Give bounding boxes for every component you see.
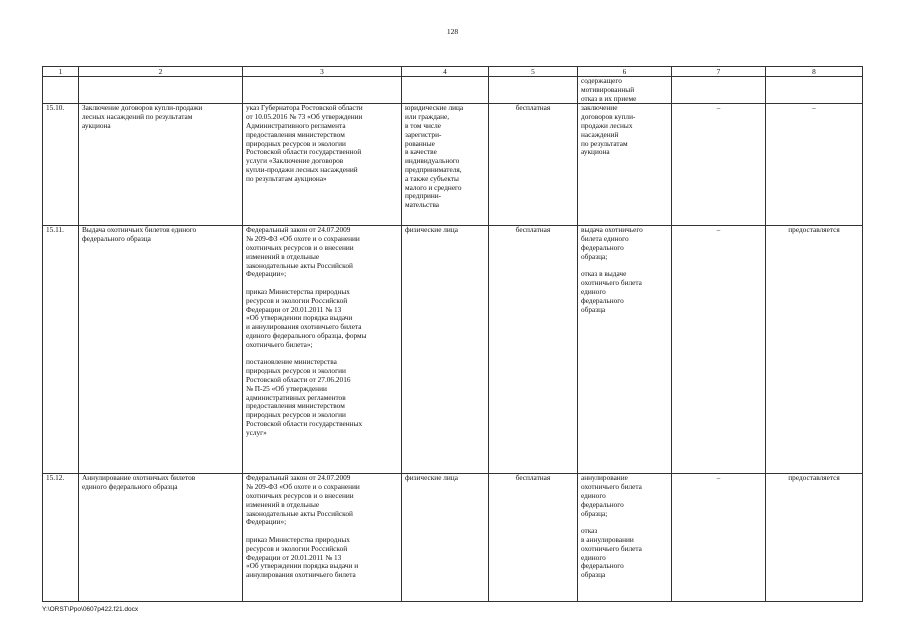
cell-line: от 10.05.2016 № 73 «Об утверждении	[246, 112, 363, 122]
cell-line: заключение	[581, 103, 618, 113]
cell-line: законодательные акты Российской	[246, 260, 353, 270]
result	[578, 474, 672, 602]
table-row	[43, 474, 863, 602]
cell-line: образца;	[581, 251, 608, 261]
continuation-result	[578, 77, 672, 104]
cell-line: административных регламентов	[246, 392, 346, 402]
cell-line: единого федерального образца, формы	[246, 330, 367, 340]
cell-line: выдача охотничьего	[581, 225, 643, 235]
cell-line: индивидуального	[405, 156, 460, 166]
cell-line: отказ	[581, 526, 598, 536]
cell-line: Ростовской области государственных	[246, 418, 363, 428]
cell-line: изменений в отдельные	[246, 499, 320, 509]
cell-line: охотничьего билета»;	[246, 339, 313, 349]
cell-line: аукциона	[581, 147, 610, 157]
header-col-3: 3	[243, 67, 402, 77]
cell-line: единого	[581, 490, 606, 500]
cell-line: в качестве	[405, 147, 437, 157]
row-number: 15.10.	[43, 104, 79, 226]
cell-line: билета единого	[581, 234, 629, 244]
recipients	[402, 226, 489, 474]
cell-line: в том числе	[405, 120, 442, 130]
cell-line: № 209-ФЗ «Об охоте и о сохранении	[246, 482, 360, 492]
cell-line: услуг»	[246, 427, 267, 437]
col-7-value: –	[672, 226, 766, 474]
cell-line: аннулирования охотничьего билета	[246, 570, 356, 580]
cell-line: малого и среднего	[405, 182, 462, 192]
cell-line: юридические лица	[405, 103, 464, 113]
cell-line: охотничьих ресурсов и о внесении	[246, 242, 354, 252]
cell-line: природных ресурсов и экологии	[246, 410, 346, 420]
cell-line: приказ Министерства природных	[246, 286, 350, 296]
col-8-value: –	[766, 104, 863, 226]
legal-basis	[243, 474, 402, 602]
cell-line: постановление министерства	[246, 357, 337, 367]
cell-line: предоставления министерством	[246, 129, 345, 139]
recipients	[402, 104, 489, 226]
cell-line: аннулирование	[581, 473, 628, 483]
cell-line: аукциона	[82, 120, 111, 130]
cell-line: Заключение договоров купли-продажи	[82, 103, 203, 113]
header-col-8: 8	[766, 67, 863, 77]
col-8-value: предоставляется	[766, 226, 863, 474]
cell-line: образца;	[581, 508, 608, 518]
cell-line: предоставления министерством	[246, 401, 345, 411]
col-8-value: предоставляется	[766, 474, 863, 602]
fee: бесплатная	[489, 104, 578, 226]
cell-line: единого	[581, 286, 606, 296]
cell-line: насаждений	[581, 129, 619, 139]
cell-line: содержащего	[581, 76, 622, 85]
service-name	[79, 474, 243, 602]
cell-line: отказ в их приеме	[581, 93, 637, 103]
cell-line: по результатам аукциона»	[246, 173, 327, 183]
cell-line: по результатам	[581, 138, 628, 148]
continuation-row	[43, 77, 863, 104]
cell-line: мательства	[405, 200, 440, 210]
legal-basis	[243, 104, 402, 226]
cell-line: предпринимателя,	[405, 164, 462, 174]
fee: бесплатная	[489, 474, 578, 602]
cell-line: законодательные акты Российской	[246, 508, 353, 518]
header-row	[43, 67, 863, 77]
fee: бесплатная	[489, 226, 578, 474]
service-name	[79, 226, 243, 474]
cell-line: Федеральный закон от 24.07.2009	[246, 473, 351, 483]
cell-line: № П-25 «Об утверждении	[246, 383, 327, 393]
cell-line: ресурсов и экологии Российской	[246, 543, 348, 553]
cell-line: физические лица	[405, 225, 458, 235]
cell-line: Федерации»;	[246, 517, 287, 527]
cell-line: Федерации»;	[246, 269, 287, 279]
cell-line: Ростовской области от 27.06.2016	[246, 374, 351, 384]
cell-line: физические лица	[405, 473, 458, 483]
cell-line: «Об утверждении порядка выдачи	[246, 313, 353, 323]
cell-line: природных ресурсов и экологии	[246, 138, 346, 148]
cell-line: и аннулирования охотничьего билета	[246, 322, 362, 332]
cell-line: Выдача охотничьих билетов единого	[82, 225, 197, 235]
header-col-7: 7	[672, 67, 766, 77]
cell-line: или граждане,	[405, 112, 450, 122]
header-col-5: 5	[489, 67, 578, 77]
service-name	[79, 104, 243, 226]
cell-line: рованные	[405, 138, 435, 148]
cell-line: охотничьего билета	[581, 278, 642, 288]
cell-line: мотивированный	[581, 84, 635, 94]
table-row	[43, 104, 863, 226]
cell-line: зарегистри-	[405, 129, 442, 139]
cell-line: федерального	[581, 242, 624, 252]
col-7-value: –	[672, 104, 766, 226]
table-row	[43, 226, 863, 474]
cell-line: приказ Министерства природных	[246, 534, 350, 544]
cell-line: природных ресурсов и экологии	[246, 366, 346, 376]
row-number: 15.11.	[43, 226, 79, 474]
result	[578, 226, 672, 474]
cell-line: лесных насаждений по результатам	[82, 112, 193, 122]
cell-line: «Об утверждении порядка выдачи и	[246, 561, 359, 571]
cell-line: купли-продажи лесных насаждений	[246, 164, 358, 174]
result	[578, 104, 672, 226]
cell-line: указ Губернатора Ростовской области	[246, 103, 363, 113]
header-col-1: 1	[43, 67, 79, 77]
cell-line: услуги «Заключение договоров	[246, 156, 344, 166]
cell-line: федерального	[581, 561, 624, 571]
col-7-value: –	[672, 474, 766, 602]
header-col-4: 4	[402, 67, 489, 77]
page-number: 128	[446, 27, 459, 36]
cell-line: ресурсов и экологии Российской	[246, 295, 348, 305]
cell-line: договоров купли-	[581, 112, 636, 122]
cell-line: единого	[581, 552, 606, 562]
cell-line: № 209-ФЗ «Об охоте и о сохранении	[246, 234, 360, 244]
row-number: 15.12.	[43, 474, 79, 602]
legal-basis	[243, 226, 402, 474]
cell-line: охотничьего билета	[581, 543, 642, 553]
cell-line: предприни-	[405, 191, 442, 201]
cell-line: Федерации от 20.01.2011 № 13	[246, 304, 342, 314]
cell-line: охотничьего билета	[581, 482, 642, 492]
services-table	[42, 66, 863, 602]
cell-line: Аннулирование охотничьих билетов	[82, 473, 196, 483]
cell-line: в аннулировании	[581, 534, 634, 544]
cell-line: федерального образца	[82, 234, 151, 244]
cell-line: образца	[581, 304, 606, 314]
footer-file-path: Y:\ORST\Ppo\0607p422.f21.docx	[42, 606, 139, 613]
cell-line: Федерации от 20.01.2011 № 13	[246, 552, 342, 562]
cell-line: изменений в отдельные	[246, 251, 320, 261]
cell-line: Ростовской области государственной	[246, 147, 362, 157]
cell-line: Административного регламента	[246, 120, 346, 130]
cell-line: отказ в выдаче	[581, 269, 627, 279]
recipients	[402, 474, 489, 602]
cell-line: а также субъекты	[405, 173, 459, 183]
cell-line: охотничьих ресурсов и о внесении	[246, 490, 354, 500]
cell-line: федерального	[581, 295, 624, 305]
header-col-2: 2	[79, 67, 243, 77]
cell-line: федерального	[581, 499, 624, 509]
cell-line: продажи лесных	[581, 120, 633, 130]
cell-line: Федеральный закон от 24.07.2009	[246, 225, 351, 235]
cell-line: единого федерального образца	[82, 482, 178, 492]
header-col-6: 6	[578, 67, 672, 77]
cell-line: образца	[581, 570, 606, 580]
